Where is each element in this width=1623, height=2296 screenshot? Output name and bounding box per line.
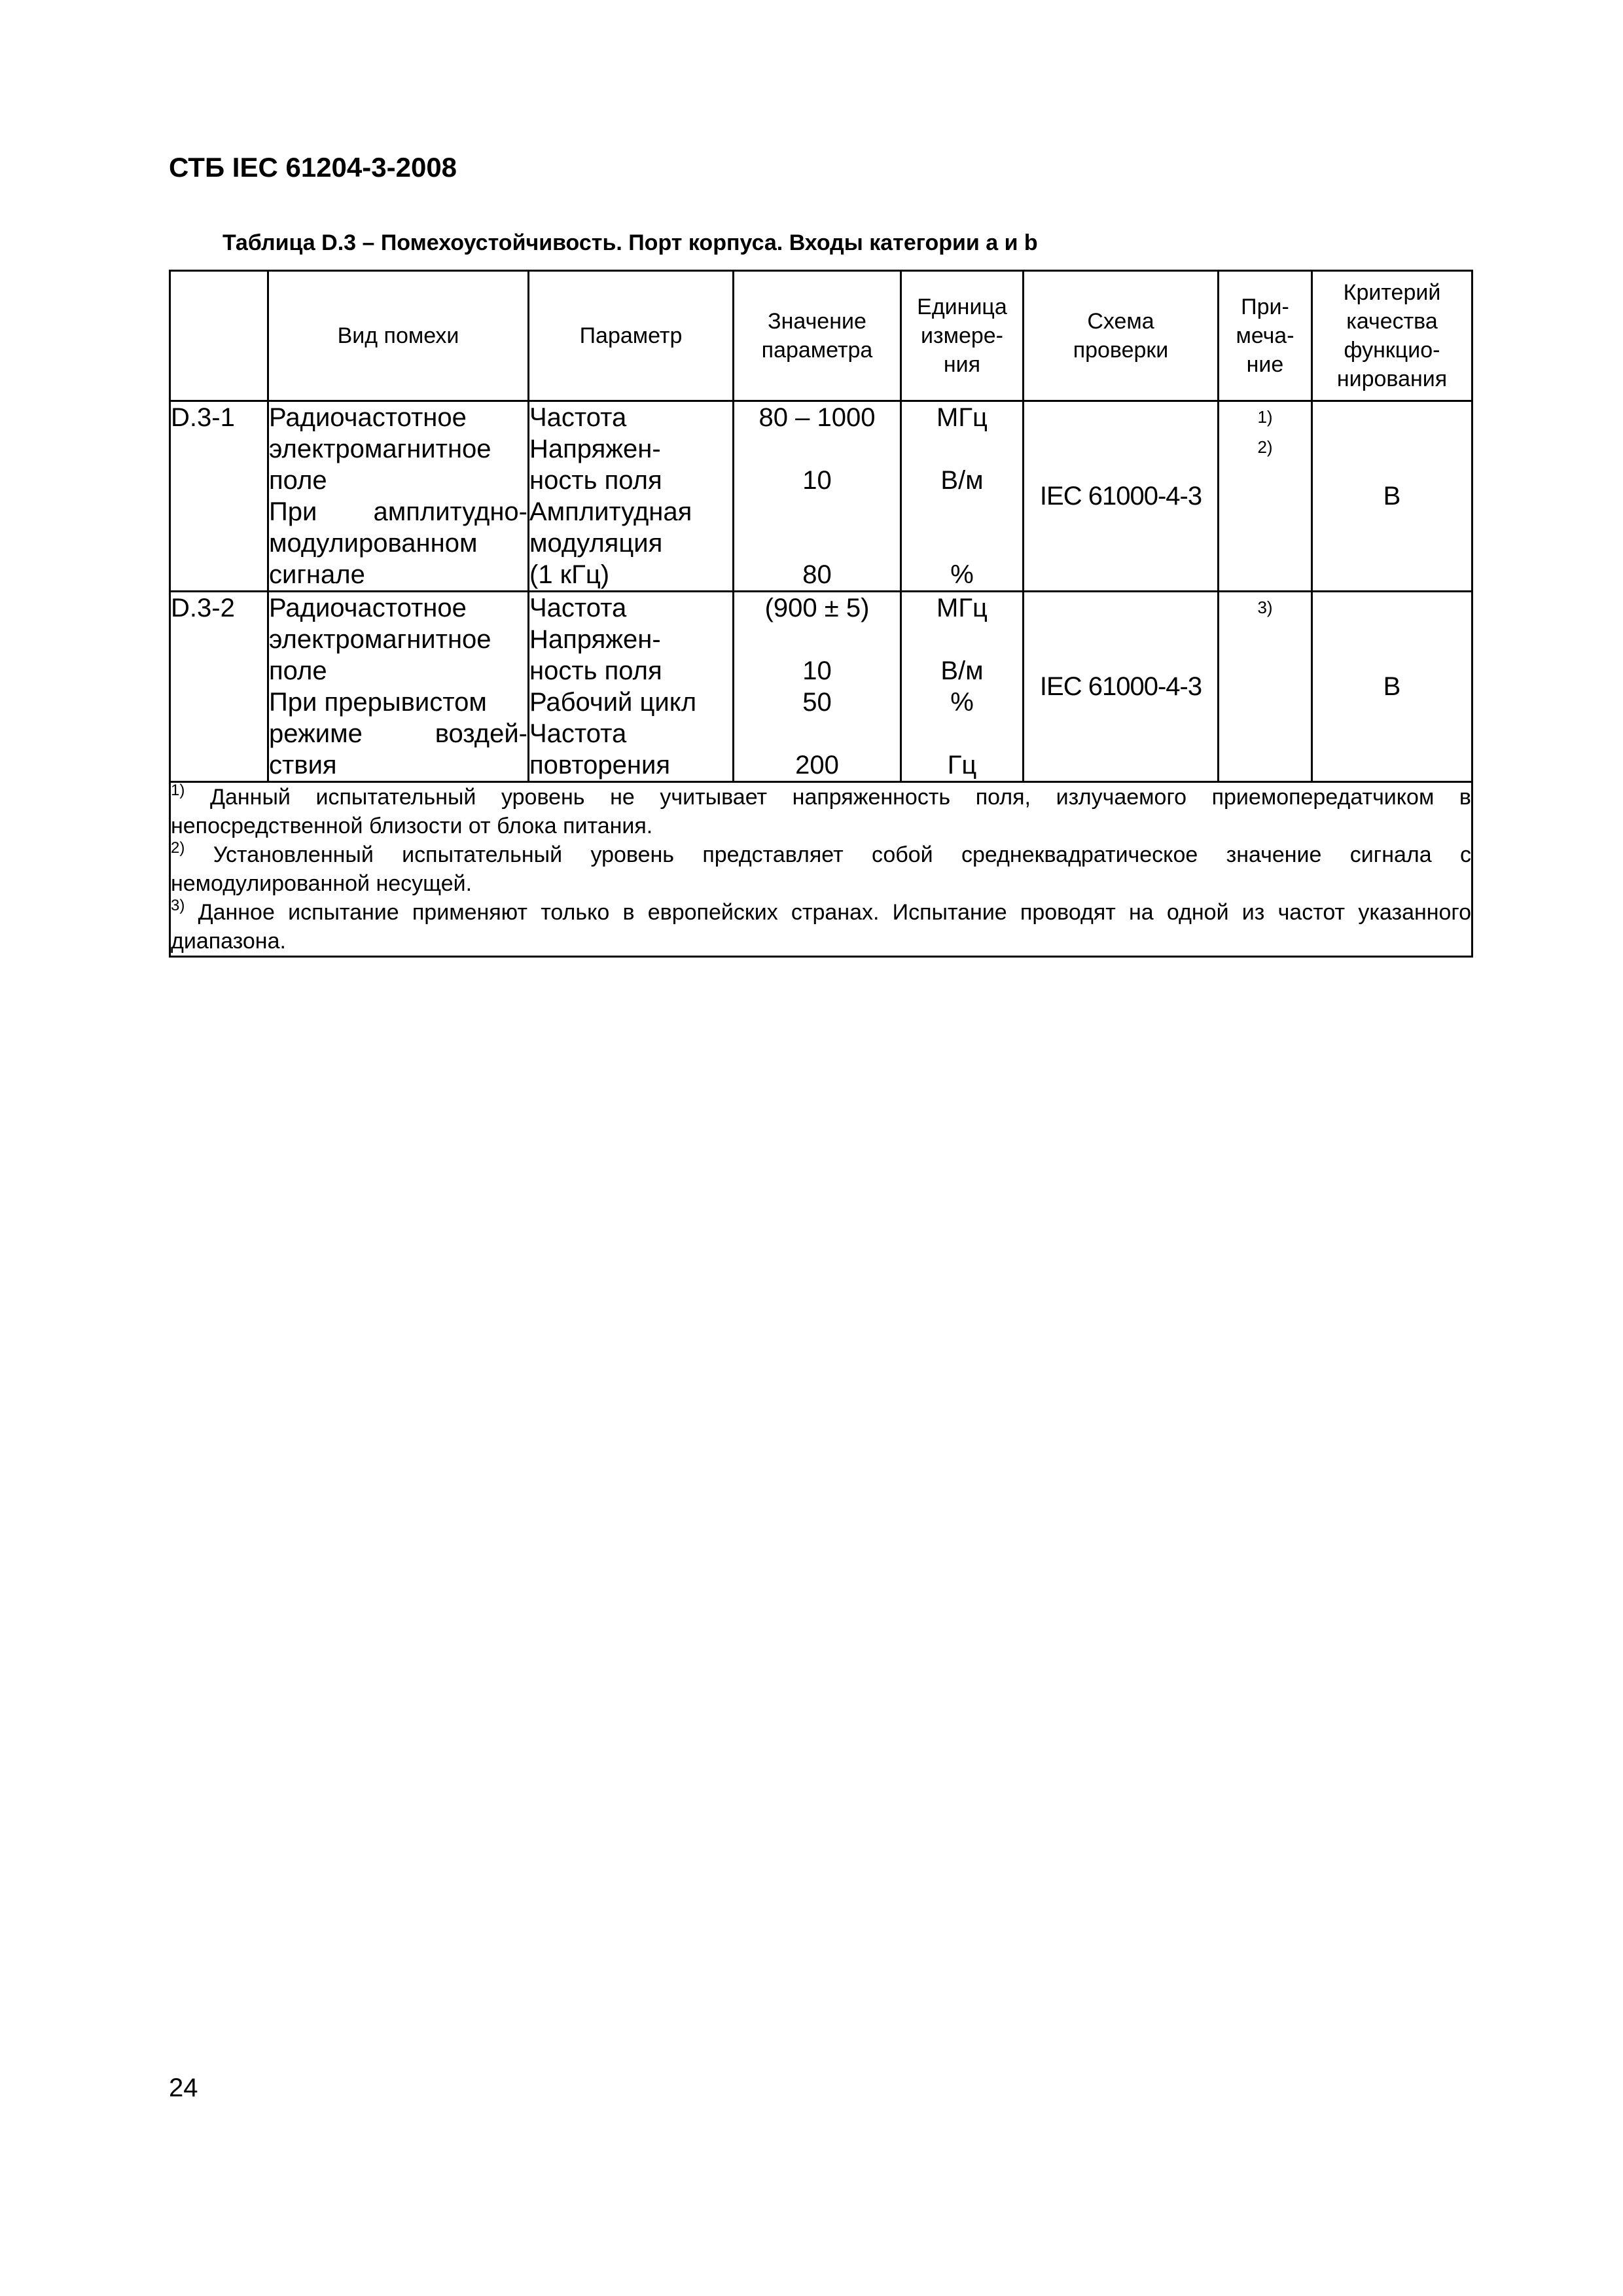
table-row	[170, 592, 1472, 782]
row-notes: 1) 2)	[1219, 401, 1312, 592]
footnote: $^{3)}$ Данное испытание применяют только в европейских странах. Испытание проводят на одной из частот указанного диапазона.	[171, 897, 1471, 954]
header-notes: При- меча- ние	[1219, 271, 1312, 401]
row-criterion: B	[1312, 401, 1472, 592]
row-id: D.3-1	[170, 401, 268, 592]
footnotes	[170, 782, 1472, 957]
row-scheme: IEC 61000-4-3	[1024, 401, 1219, 592]
table-row	[170, 401, 1472, 592]
header-param: Параметр	[529, 271, 734, 401]
header-scheme: Схема проверки	[1024, 271, 1219, 401]
footnotes-row	[170, 782, 1472, 957]
header-values: Значение параметра	[734, 271, 901, 401]
row-units: МГц В/м %	[901, 401, 1024, 592]
header-criterion: Критерий качества функцио- нирования	[1312, 271, 1472, 401]
row-criterion: B	[1312, 592, 1472, 782]
row-kind: Радиочастотное электромагнитное поле При амплитудно- модулированном сигнале	[268, 401, 529, 592]
header-id	[170, 271, 268, 401]
header-kind: Вид помехи	[268, 271, 529, 401]
row-id: D.3-2	[170, 592, 268, 782]
row-param: Частота Напряжен- ность поля Амплитудная модуляция (1 кГц)	[529, 401, 734, 592]
row-param: Частота Напряжен- ность поля Рабочий цикл Частота повторения	[529, 592, 734, 782]
row-values: (900 ± 5) 10 50 200	[734, 592, 901, 782]
row-notes: 3)	[1219, 592, 1312, 782]
document-id: СТБ IEC 61204-3-2008	[169, 152, 457, 183]
header-units: Единица измере- ния	[901, 271, 1024, 401]
table-header-row	[170, 271, 1472, 401]
row-values: 80 – 1000 10 80	[734, 401, 901, 592]
row-scheme: IEC 61000-4-3	[1024, 592, 1219, 782]
footnote: $^{2)}$ Установленный испытательный уровень представляет собой среднеквадратическое значение сигнала с немодулированной несущей.	[171, 839, 1471, 896]
table-caption: Таблица D.3 – Помехоустойчивость. Порт корпуса. Входы категории a и b	[223, 230, 1038, 255]
row-units: МГц В/м % Гц	[901, 592, 1024, 782]
row-kind: Радиочастотное электромагнитное поле При прерывистом режиме воздей- ствия	[268, 592, 529, 782]
footnote: $^{1)}$ Данный испытательный уровень не учитывает напряженность поля, излучаемого приемопередатчиком в непосредственной близости от блока питания.	[171, 781, 1471, 838]
page-number: 24	[169, 2073, 198, 2102]
immunity-table	[169, 270, 1473, 958]
